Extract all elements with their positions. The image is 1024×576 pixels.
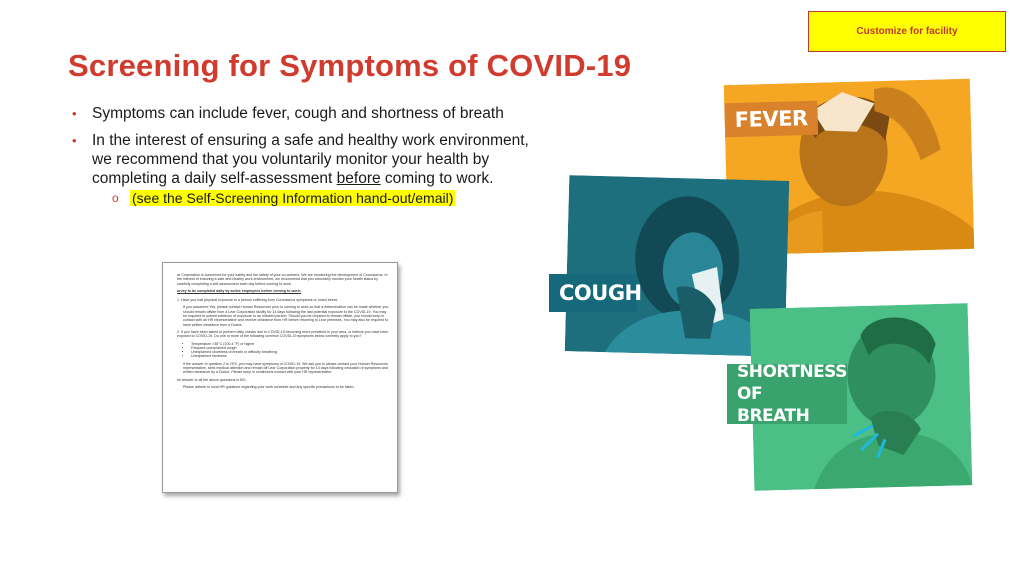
doc-symptom: • Temperature >38°C (100.4 °F) or higher xyxy=(191,342,389,346)
breath-label-line1: SHORTNESS xyxy=(737,362,847,382)
doc-question-1: 1. Have you had physical exposure to a person suffering from Coronavirus symptoms or noted below. xyxy=(177,298,338,303)
doc-question-1-detail: If you answered Yes, please contact Human Resources prior to coming to work so that a determination can be made whether you should remain offsite from a Lear Corporation facility for 14 days following the last potential exposure to the COVID-19. You may be required to submit evidence of exposure to an infected person. Should you be required to remain offsite, you should keep in contact with an HR representative and receive clearance from HR before returning to Lear premises. You may also be required to have written clearance from a Doctor. xyxy=(183,305,389,327)
underlined-word: before xyxy=(336,170,381,187)
bullet-item xyxy=(72,131,552,188)
fever-label-text: FEVER xyxy=(734,106,808,132)
doc-symptom: • Frequent unexplained cough xyxy=(191,346,389,350)
bullet-dot-icon: • xyxy=(72,133,77,148)
doc-symptom: • Unexplained shortness of breath or difficulty breathing xyxy=(191,350,389,354)
doc-no-detail: Please adhere to local HR guidance regarding your work schedule and any specific precautions to be taken. xyxy=(183,384,355,389)
bullet-text: Symptoms can include fever, cough and shortness of breath xyxy=(92,105,504,122)
doc-intro: ar Corporation is concerned for your safety and the safety of your co-workers. We are monitoring the development of Coronavirus. In the interest of ensuring a safe and healthy work environment, we recommend that you voluntarily monitor your health status by carefully completing a self-assessment each day before coming to work. xyxy=(177,273,388,286)
sub-bullet-text: (see the Self-Screening Information hand-out/email) xyxy=(132,190,454,206)
page-title: Screening for Symptoms of COVID-19 xyxy=(68,48,632,83)
bullet-item xyxy=(72,104,552,123)
doc-question-2: 2. If you have been asked to perform daily checks due to COVID-19 becoming more prevalent in your area, or believe you have been exposed to COVID-19. Do one or more of the following common COVID-19 symptoms below currently apply to you? xyxy=(177,329,389,339)
sub-bullet xyxy=(112,190,552,206)
cough-label-text: COUGH xyxy=(559,281,642,305)
sub-bullet-circle-icon: o xyxy=(112,191,119,205)
doc-no-heading: he answer to all the above questions is NO: xyxy=(177,377,247,382)
cough-label xyxy=(549,274,642,312)
doc-symptom-list xyxy=(191,342,389,359)
doc-heading: urvey to be completed daily by active employees before coming to work: xyxy=(177,288,302,293)
customize-tag-text: Customize for facility xyxy=(856,26,958,37)
doc-question-2-detail: If the answer to question 2 is YES, you may have symptoms of COVID-19. We ask you to please contact your Human Resources representative, seek medical attention and remain off Lear Corporation property for 14 days following cessation of symptoms and written clearance by a Doctor. Please keep in continuous contact with your HR representative. xyxy=(183,361,388,375)
bullet-text-part: In the interest of ensuring a safe and healthy work environment, we recommend that you voluntarily monitor your health by completing a daily self-assessment xyxy=(92,132,529,187)
bullet-text xyxy=(92,131,552,188)
fever-label xyxy=(724,101,818,137)
breath-label-line2: OF BREATH xyxy=(737,384,810,426)
bullet-list xyxy=(72,104,552,206)
breath-label xyxy=(727,364,847,424)
doc-symptom: • Unexplained tiredness xyxy=(191,354,389,358)
customize-tag xyxy=(808,11,1006,52)
handout-document-thumbnail xyxy=(162,262,398,493)
bullet-dot-icon: • xyxy=(72,106,77,121)
bullet-text-part: coming to work. xyxy=(380,170,494,187)
